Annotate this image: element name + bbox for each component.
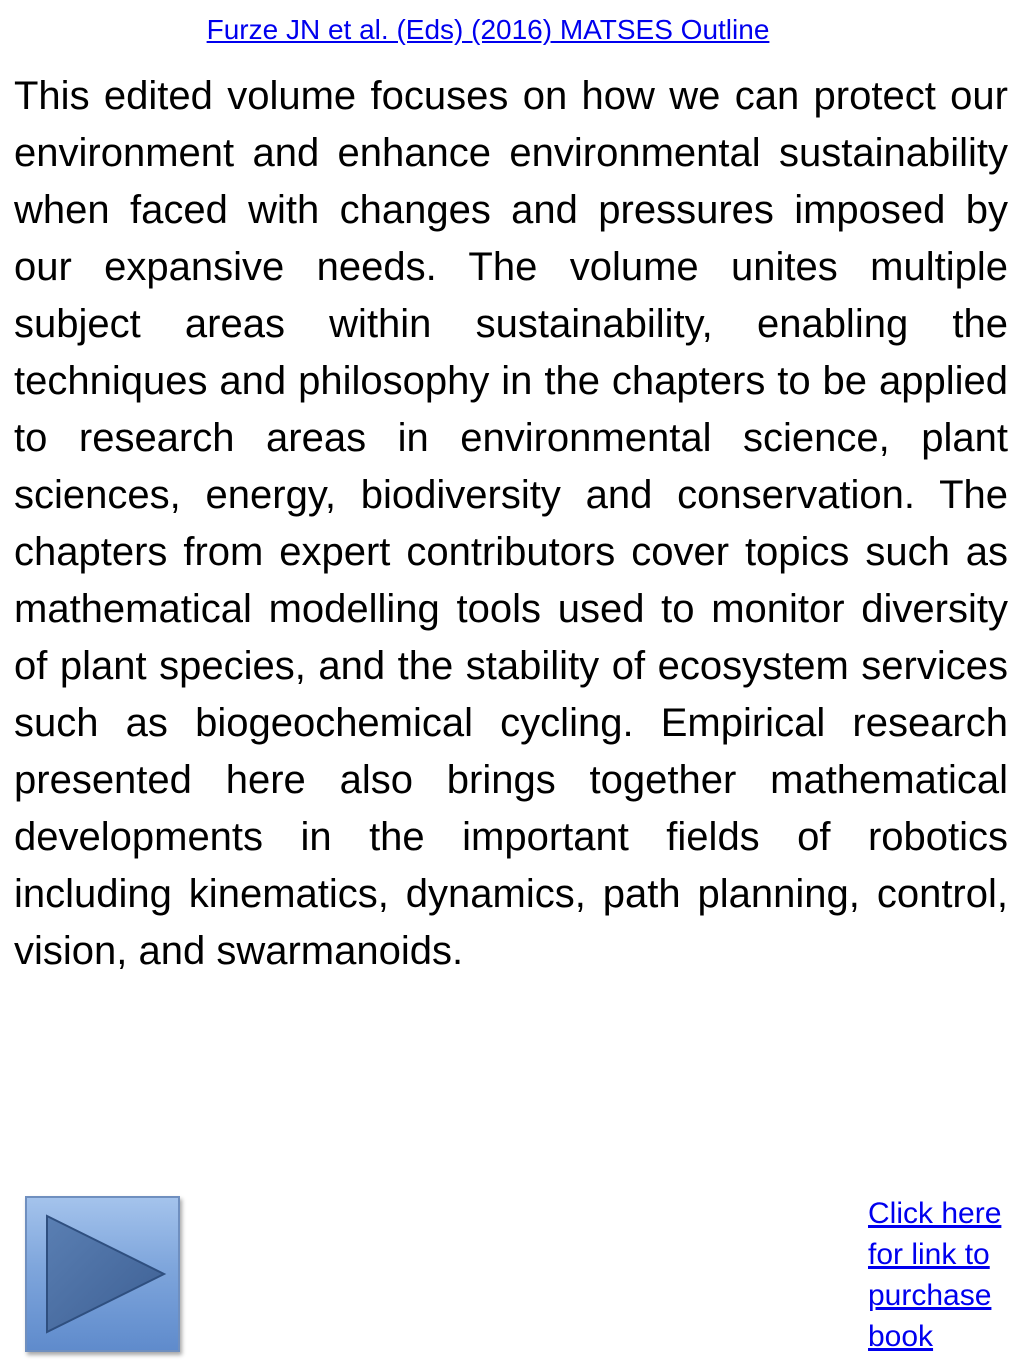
play-button[interactable] [25, 1196, 180, 1352]
play-icon [27, 1198, 178, 1350]
title-link[interactable]: Furze JN et al. (Eds) (2016) MATSES Outline [206, 14, 770, 45]
book-abstract: This edited volume focuses on how we can protect our environment and enhance environmental sustainability when faced with changes and pressures imposed by our expansive needs. The volume unites multiple subject areas within sustainability, enabling the techniques and philosophy in the chapters to be applied to research areas in environmental science, plant sciences, energy, biodiversity and conservation. The chapters from expert contributors cover topics such as mathematical modelling tools used to monitor diversity of plant species, and the stability of ecosystem services such as biogeochemical cycling. Empirical research presented here also brings together mathematical developments in the important fields of robotics including kinematics, dynamics, path planning, control, vision, and swarmanoids. [14, 74, 1008, 973]
purchase-book-link[interactable]: Click here for link to purchase book [868, 1197, 1002, 1353]
